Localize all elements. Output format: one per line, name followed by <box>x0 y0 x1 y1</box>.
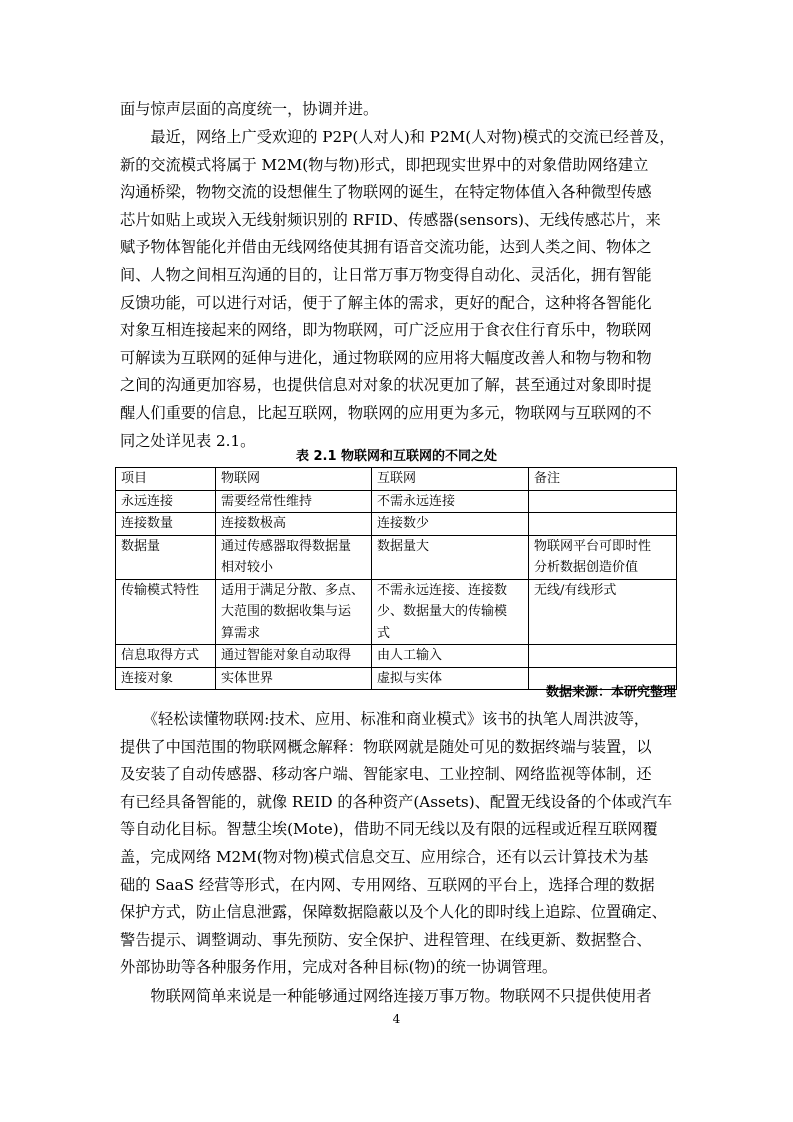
table-cell: 数据量大 <box>372 535 529 579</box>
table-cell: 需要经常性维持 <box>216 490 372 513</box>
table-cell: 连接数量 <box>116 513 216 536</box>
paragraph-line: 沟通桥梁，物物交流的设想催生了物联网的诞生，在特定物体值入各种微型传感 <box>120 183 652 202</box>
comparison-table <box>115 467 677 690</box>
table-cell <box>529 513 677 536</box>
table-cell <box>529 490 677 513</box>
paragraph-line: 物联网简单来说是一种能够通过网络连接万事万物。物联网不只提供使用者 <box>120 987 652 1005</box>
paragraph-line: 之间的沟通更加容易，也提供信息对对象的状况更加了解，甚至通过对象即时提 <box>120 376 652 395</box>
table-cell: 不需永远连接 <box>372 490 529 513</box>
paragraph-line: 提供了中国范围的物联网概念解释：物联网就是随处可见的数据终端与装置，以 <box>120 737 652 756</box>
paragraph-line: 警告提示、调整调动、事先预防、安全保护、进程管理、在线更新、数据整合、 <box>120 930 652 949</box>
paragraph-line: 间、人物之间相互沟通的目的，让日常万事万物变得自动化、灵活化，拥有智能 <box>120 265 652 284</box>
paragraph-book <box>120 706 680 982</box>
paragraph-line: 赋予物体智能化并借由无线网络使其拥有语音交流功能，达到人类之间、物体之 <box>120 238 652 257</box>
table-cell: 通过智能对象自动取得 <box>216 645 372 668</box>
table-cell: 适用于满足分散、多点、 大范围的数据收集与运 算需求 <box>216 579 372 645</box>
table-cell: 通过传感器取得数据量 相对较小 <box>216 535 372 579</box>
paragraph-line: 面与惊声层面的高度统一，协调并进。 <box>120 100 379 118</box>
paragraph-line: 对象互相连接起来的网络，即为物联网，可广泛应用于食衣住行育乐中，物联网 <box>120 321 652 340</box>
table-cell: 无线/有线形式 <box>529 579 677 645</box>
paragraph-line: 新的交流模式将属于 M2M(物与物)形式，即把现实世界中的对象借助网络建立 <box>120 155 649 174</box>
paragraph-line: 同之处详见表 2.1。 <box>120 431 256 450</box>
table-cell: 由人工输入 <box>372 645 529 668</box>
paragraph-line: 础的 SaaS 经营等形式，在内网、专用网络、互联网的平台上，选择合理的数据 <box>120 875 655 894</box>
paragraph-line: 保护方式，防止信息泄露，保障数据隐蔽以及个人化的即时线上追踪、位置确定、 <box>120 903 667 922</box>
table-cell: 物联网平台可即时性 分析数据创造价值 <box>529 535 677 579</box>
table-cell: 连接数少 <box>372 513 529 536</box>
paragraph-line: 反馈功能，可以进行对话，便于了解主体的需求，更好的配合，这种将各智能化 <box>120 293 652 312</box>
paragraph-line: 可解读为互联网的延伸与进化，通过物联网的应用将大幅度改善人和物与物和物 <box>120 348 652 367</box>
table-cell: 连接对象 <box>116 667 216 690</box>
paragraph-line: 外部协助等各种服务作用，完成对各种目标(物)的统一协调管理。 <box>120 958 558 977</box>
table-cell: 虚拟与实体 <box>372 667 529 690</box>
paragraph-line: 醒人们重要的信息，比起互联网，物联网的应用更为多元，物联网与互联网的不 <box>120 403 652 422</box>
table-row <box>116 513 677 536</box>
table-cell: 实体世界 <box>216 667 372 690</box>
table-source-note: 数据来源：本研究整理 <box>545 685 676 700</box>
table-caption: 表 2.1 物联网和互联网的不同之处 <box>295 449 498 464</box>
table-row <box>116 490 677 513</box>
page-number: 4 <box>392 1012 401 1026</box>
header-cell: 项目 <box>116 468 216 491</box>
table-cell: 数据量 <box>116 535 216 579</box>
paragraph-line: 等自动化目标。智慧尘埃(Mote)，借助不同无线以及有限的远程或近程互联网覆 <box>120 820 658 839</box>
table-cell: 永远连接 <box>116 490 216 513</box>
paragraph-last <box>120 983 680 1011</box>
table-cell: 传输模式特性 <box>116 579 216 645</box>
table-cell <box>529 645 677 668</box>
table-row <box>116 535 677 579</box>
header-cell: 备注 <box>529 468 677 491</box>
table-row <box>116 645 677 668</box>
paragraph-line: 盖，完成网络 M2M(物对物)模式信息交互、应用综合，还有以云计算技术为基 <box>120 847 649 866</box>
table-cell: 连接数极高 <box>216 513 372 536</box>
table-row <box>116 579 677 645</box>
header-cell: 互联网 <box>372 468 529 491</box>
table-cell: 不需永远连接、连接数 少、数据量大的传输模 式 <box>372 579 529 645</box>
paragraph-iot-intro <box>120 124 680 455</box>
paragraph-line: 及安装了自动传感器、移动客户端、智能家电、工业控制、网络监视等体制，还 <box>120 765 652 784</box>
header-cell: 物联网 <box>216 468 372 491</box>
table-cell: 信息取得方式 <box>116 645 216 668</box>
paragraph-top <box>120 96 680 124</box>
paragraph-line: 有已经具备智能的，就像 REID 的各种资产(Assets)、配置无线设备的个体或汽车 <box>120 792 673 811</box>
paragraph-line: 最近，网络上广受欢迎的 P2P(人对人)和 P2M(人对物)模式的交流已经普及， <box>120 128 675 146</box>
paragraph-line: 《轻松读懂物联网:技术、应用、标准和商业模式》该书的执笔人周洪波等， <box>120 710 650 728</box>
table-header-row <box>116 468 677 491</box>
paragraph-line: 芯片如贴上或崁入无线射频识别的 RFID、传感器(sensors)、无线传感芯片，来 <box>120 210 661 229</box>
